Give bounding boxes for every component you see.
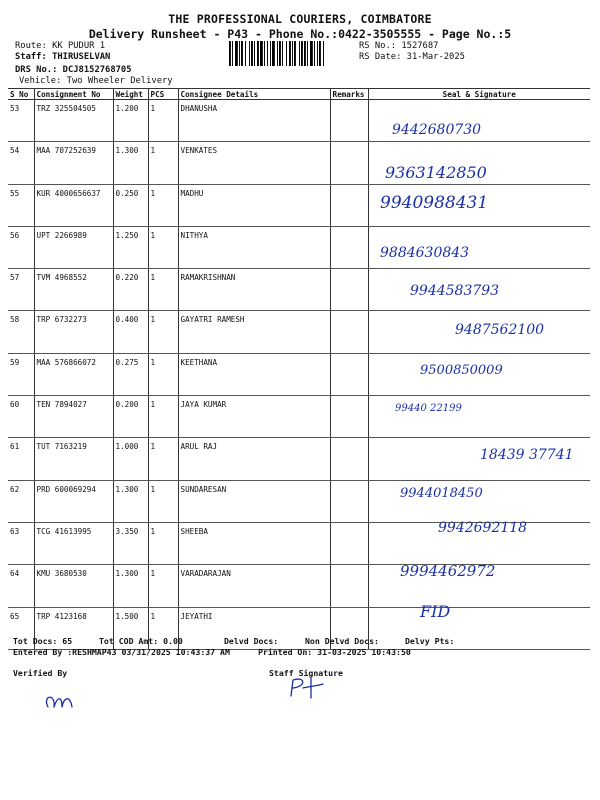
barcode-bar — [307, 41, 308, 66]
col-header-consignment: Consignment No — [34, 89, 113, 100]
barcode-bar — [292, 41, 293, 66]
cell-remarks — [330, 353, 368, 395]
handwritten-note: 9944583793 — [410, 283, 500, 299]
table-row — [8, 607, 590, 649]
col-header-consignee: Consignee Details — [178, 89, 330, 100]
cell-remarks — [330, 311, 368, 353]
cell-pcs: 1 — [148, 396, 178, 438]
barcode-bar — [299, 41, 300, 66]
cell-consignee: JAYA KUMAR — [178, 396, 330, 438]
cell-sno: 64 — [8, 565, 34, 607]
barcode-bar — [249, 41, 250, 66]
cell-consignment: TRP 4123168 — [34, 607, 113, 649]
cell-consignee: ARUL RAJ — [178, 438, 330, 480]
barcode-bar — [294, 41, 296, 66]
table-row — [8, 269, 590, 311]
table-row — [8, 142, 590, 184]
cell-sno: 56 — [8, 226, 34, 268]
cell-sno: 53 — [8, 100, 34, 142]
barcode-bar — [251, 41, 253, 66]
delivered-docs: Delvd Docs: — [224, 636, 279, 646]
barcode-bar — [264, 41, 265, 66]
handwritten-note: FID — [420, 602, 451, 621]
handwritten-note: 9363142850 — [385, 163, 487, 182]
handwritten-note: 18439 37741 — [480, 447, 574, 463]
delivery-points: Delvy Pts: — [405, 636, 455, 646]
barcode-bar — [279, 41, 281, 66]
col-header-pcs: PCS — [148, 89, 178, 100]
cell-weight: 1.300 — [113, 142, 148, 184]
cell-sno: 58 — [8, 311, 34, 353]
cell-consignee: VENKATES — [178, 142, 330, 184]
barcode-bar — [277, 41, 278, 66]
cell-remarks — [330, 565, 368, 607]
cell-consignee: MADHU — [178, 184, 330, 226]
handwritten-note: 99440 22199 — [395, 403, 462, 414]
cell-consignment: TCG 41613995 — [34, 522, 113, 564]
barcode-bar — [270, 41, 271, 66]
cell-consignment: TVM 4968552 — [34, 269, 113, 311]
handwritten-note: 9944018450 — [400, 486, 483, 501]
cell-consignment: TRZ 325504505 — [34, 100, 113, 142]
cell-consignee: DHANUSHA — [178, 100, 330, 142]
cell-pcs: 1 — [148, 311, 178, 353]
rs-date: RS Date: 31-Mar-2025 — [359, 52, 465, 62]
barcode-bar — [310, 41, 313, 66]
table-header-row — [8, 89, 590, 100]
cell-weight: 1.300 — [113, 565, 148, 607]
table-row — [8, 565, 590, 607]
cell-weight: 1.300 — [113, 480, 148, 522]
barcode-bar — [272, 41, 275, 66]
barcode-bar — [314, 41, 315, 66]
cell-remarks — [330, 184, 368, 226]
cell-pcs: 1 — [148, 353, 178, 395]
cell-consignment: KUR 4000656637 — [34, 184, 113, 226]
cell-weight: 3.350 — [113, 522, 148, 564]
cell-consignee: KEETHANA — [178, 353, 330, 395]
col-header-sno: S No — [8, 89, 34, 100]
handwritten-note: 9487562100 — [455, 322, 545, 338]
barcode-bar — [304, 41, 306, 66]
cell-weight: 0.275 — [113, 353, 148, 395]
cell-weight: 0.400 — [113, 311, 148, 353]
cell-pcs: 1 — [148, 100, 178, 142]
entered-by: Entered By :RESHMAP43 03/31/2025 10:43:37 AM — [13, 647, 230, 657]
document-subtitle: Delivery Runsheet - P43 - Phone No.:0422-3505555 - Page No.:5 — [88, 27, 512, 41]
cell-consignee: SUNDARESAN — [178, 480, 330, 522]
verified-signature — [40, 685, 80, 715]
table-row — [8, 480, 590, 522]
cell-pcs: 1 — [148, 226, 178, 268]
table-row — [8, 184, 590, 226]
cell-pcs: 1 — [148, 438, 178, 480]
cell-remarks — [330, 396, 368, 438]
verified-by-label: Verified By — [13, 668, 68, 678]
cell-remarks — [330, 100, 368, 142]
cell-consignment: TUT 7163219 — [34, 438, 113, 480]
handwritten-note: 9942692118 — [438, 520, 528, 536]
cell-sno: 61 — [8, 438, 34, 480]
handwritten-note: 9442680730 — [392, 122, 482, 138]
barcode-bar — [254, 41, 255, 66]
route-label: Route: KK PUDUR 1 — [15, 41, 106, 51]
cell-sno: 55 — [8, 184, 34, 226]
barcode-bar — [229, 41, 231, 66]
barcode-bar — [239, 41, 240, 66]
col-header-signature: Seal & Signature — [368, 89, 590, 100]
cell-remarks — [330, 226, 368, 268]
cell-remarks — [330, 438, 368, 480]
cell-consignee: SHEEBA — [178, 522, 330, 564]
rs-number: RS No.: 1527687 — [359, 41, 439, 51]
barcode-bar — [235, 41, 238, 66]
cell-pcs: 1 — [148, 607, 178, 649]
drs-label: DRS No.: DCJ8152768705 — [15, 65, 132, 75]
cell-pcs: 1 — [148, 184, 178, 226]
cell-remarks — [330, 269, 368, 311]
barcode-bar — [267, 41, 268, 66]
barcode-bar — [286, 41, 287, 66]
col-header-weight: Weight — [113, 89, 148, 100]
barcode-bar — [289, 41, 291, 66]
cell-consignment: KMU 3680530 — [34, 565, 113, 607]
barcode-bar — [245, 41, 246, 66]
table-row — [8, 100, 590, 142]
cell-sno: 62 — [8, 480, 34, 522]
printed-on: Printed On: 31-03-2025 10:43:50 — [258, 647, 411, 657]
cell-sno: 65 — [8, 607, 34, 649]
staff-signature-label: Staff Signature — [269, 668, 343, 678]
handwritten-note: 9940988431 — [380, 193, 489, 213]
cell-sno: 60 — [8, 396, 34, 438]
handwritten-note: 9994462972 — [400, 562, 496, 580]
cell-consignment: MAA 576866072 — [34, 353, 113, 395]
barcode-bar — [232, 41, 233, 66]
cell-pcs: 1 — [148, 269, 178, 311]
barcode-bar — [257, 41, 259, 66]
cell-pcs: 1 — [148, 565, 178, 607]
barcode-bar — [317, 41, 318, 66]
cell-consignment: PRD 600069294 — [34, 480, 113, 522]
cell-sno: 57 — [8, 269, 34, 311]
non-delivered-docs: Non Delvd Docs: — [305, 636, 379, 646]
handwritten-note: 9500850009 — [420, 363, 503, 378]
total-docs: Tot Docs: 65 — [13, 636, 73, 646]
cell-consignment: TRP 6732273 — [34, 311, 113, 353]
cell-weight: 1.200 — [113, 100, 148, 142]
cell-remarks — [330, 480, 368, 522]
cell-sno: 59 — [8, 353, 34, 395]
cell-consignee: JEYATHI — [178, 607, 330, 649]
cell-pcs: 1 — [148, 142, 178, 184]
barcode-bar — [282, 41, 283, 66]
cell-consignment: TEN 7894027 — [34, 396, 113, 438]
cell-pcs: 1 — [148, 522, 178, 564]
cell-consignment: MAA 707252639 — [34, 142, 113, 184]
cell-weight: 1.000 — [113, 438, 148, 480]
cell-sno: 54 — [8, 142, 34, 184]
staff-label: Staff: THIRUSELVAN — [15, 52, 111, 62]
cell-weight: 0.220 — [113, 269, 148, 311]
cell-consignment: UPT 2266989 — [34, 226, 113, 268]
cell-sno: 63 — [8, 522, 34, 564]
cell-weight: 0.250 — [113, 184, 148, 226]
cell-pcs: 1 — [148, 480, 178, 522]
cell-weight: 1.500 — [113, 607, 148, 649]
barcode-bar — [319, 41, 321, 66]
cell-signature — [368, 396, 590, 438]
vehicle-label: Vehicle: Two Wheeler Delivery — [19, 76, 173, 86]
cell-consignee: GAYATRI RAMESH — [178, 311, 330, 353]
col-header-remarks: Remarks — [330, 89, 368, 100]
handwritten-note: 9884630843 — [380, 245, 470, 261]
document-title: THE PROFESSIONAL COURIERS, COIMBATORE — [168, 12, 432, 26]
total-cod-amount: Tot COD Amt: 0.00 — [99, 636, 183, 646]
barcode-bar — [241, 41, 243, 66]
cell-consignee: VARADARAJAN — [178, 565, 330, 607]
cell-weight: 1.250 — [113, 226, 148, 268]
barcode-bar — [260, 41, 263, 66]
cell-remarks — [330, 522, 368, 564]
table-row — [8, 226, 590, 268]
barcode-image — [229, 41, 355, 66]
table-row — [8, 396, 590, 438]
cell-remarks — [330, 142, 368, 184]
cell-consignee: RAMAKRISHNAN — [178, 269, 330, 311]
cell-consignee: NITHYA — [178, 226, 330, 268]
barcode-bar — [301, 41, 303, 66]
cell-signature — [368, 607, 590, 649]
barcode-bar — [323, 41, 324, 66]
cell-weight: 0.200 — [113, 396, 148, 438]
